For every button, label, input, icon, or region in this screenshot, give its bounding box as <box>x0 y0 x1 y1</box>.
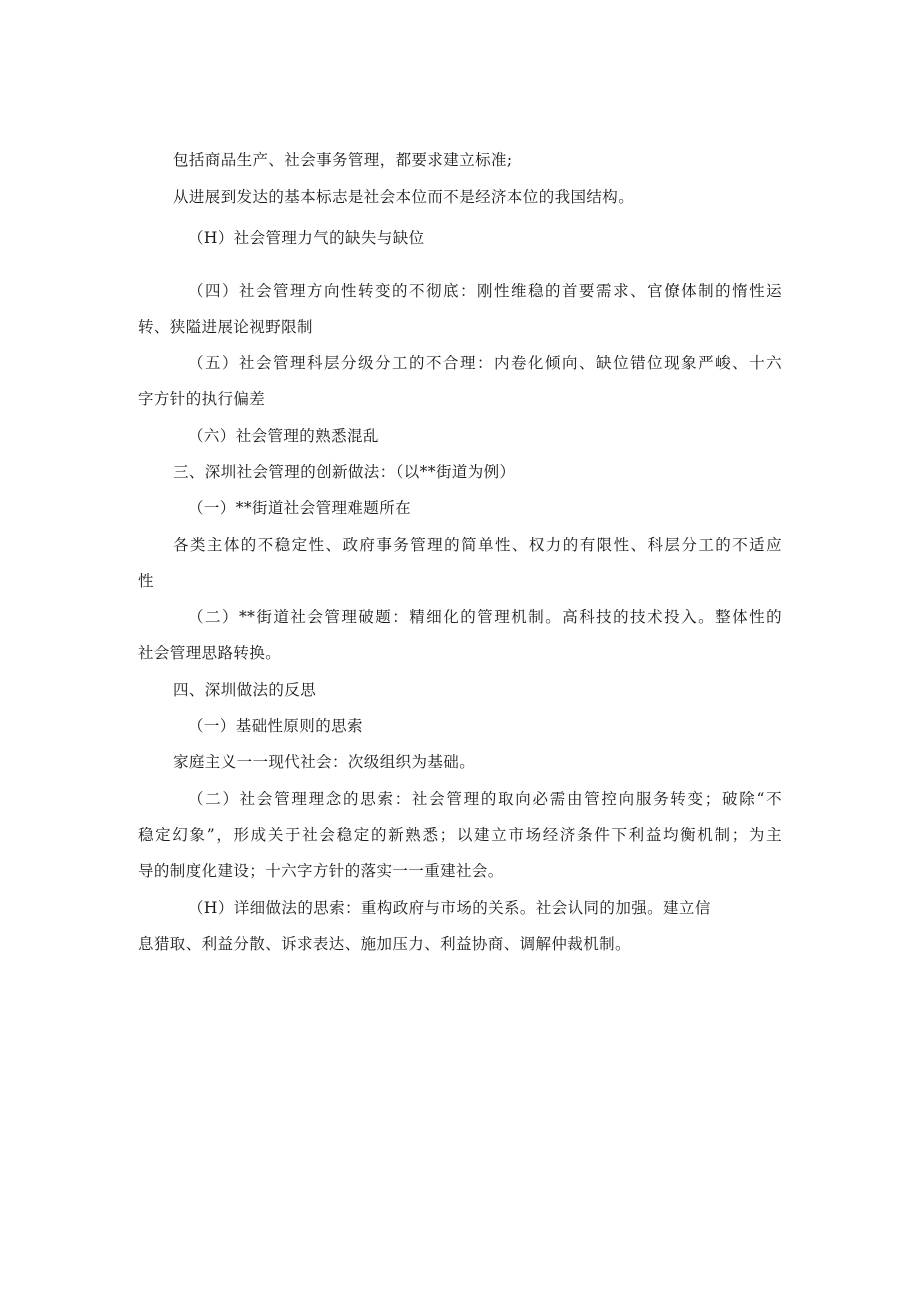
subsection-heading-4-2: （二）社会管理理念的思索：社会管理的取向必需由管控向服务转变；破除“不 <box>188 790 782 808</box>
section-heading-6: （六）社会管理的熟悉混乱 <box>188 427 379 445</box>
chapter-heading-3: 三、深圳社会管理的创新做法：（以**街道为例） <box>173 463 516 481</box>
text-line-22: 息猎取、利益分散、诉求表达、施加压力、利益协商、调解仲裁机制。 <box>138 935 631 953</box>
text-line-12: 性 <box>138 572 154 590</box>
text-line-19: 稳定幻象”，形成关于社会稳定的新熟悉；以建立市场经济条件下利益均衡机制；为主 <box>138 826 782 844</box>
section-heading-3: （H）社会管理力气的缺失与缺位 <box>188 229 425 247</box>
subsection-heading-2: （二）**街道社会管理破题：精细化的管理机制。高科技的技术投入。整体性的 <box>188 608 782 626</box>
subsection-heading-4-3: （H）详细做法的思索：重构政府与市场的关系。社会认同的加强。建立信 <box>188 899 711 917</box>
subsection-heading-4-1: （一）基础性原则的思索 <box>188 717 363 735</box>
section-heading-5: （五）社会管理科层分级分工的不合理：内卷化倾向、缺位错位现象严峻、十六 <box>188 354 782 372</box>
subsection-heading-1: （一）**街道社会管理难题所在 <box>188 499 412 517</box>
text-line-7: 字方针的执行偏差 <box>138 390 266 408</box>
text-line-20: 导的制度化建设；十六字方针的落实一一重建社会。 <box>138 862 504 880</box>
text-line-11: 各类主体的不稳定性、政府事务管理的简单性、权力的有限性、科层分工的不适应 <box>173 536 782 554</box>
text-line-2: 从进展到发达的基本标志是社会本位而不是经济本位的我国结构。 <box>173 188 635 206</box>
chapter-heading-4: 四、深圳做法的反思 <box>173 681 317 699</box>
text-line-1: 包括商品生产、社会事务管理，都要求建立标准; <box>173 151 513 169</box>
text-line-17: 家庭主义一一现代社会：次级组织为基础。 <box>173 753 476 771</box>
text-line-5: 转、狭隘进展论视野限制 <box>138 318 313 336</box>
text-line-14: 社会管理思路转换。 <box>138 644 282 662</box>
section-heading-4: （四）社会管理方向性转变的不彻底：刚性维稳的首要需求、官僚体制的惰性运 <box>188 282 782 300</box>
